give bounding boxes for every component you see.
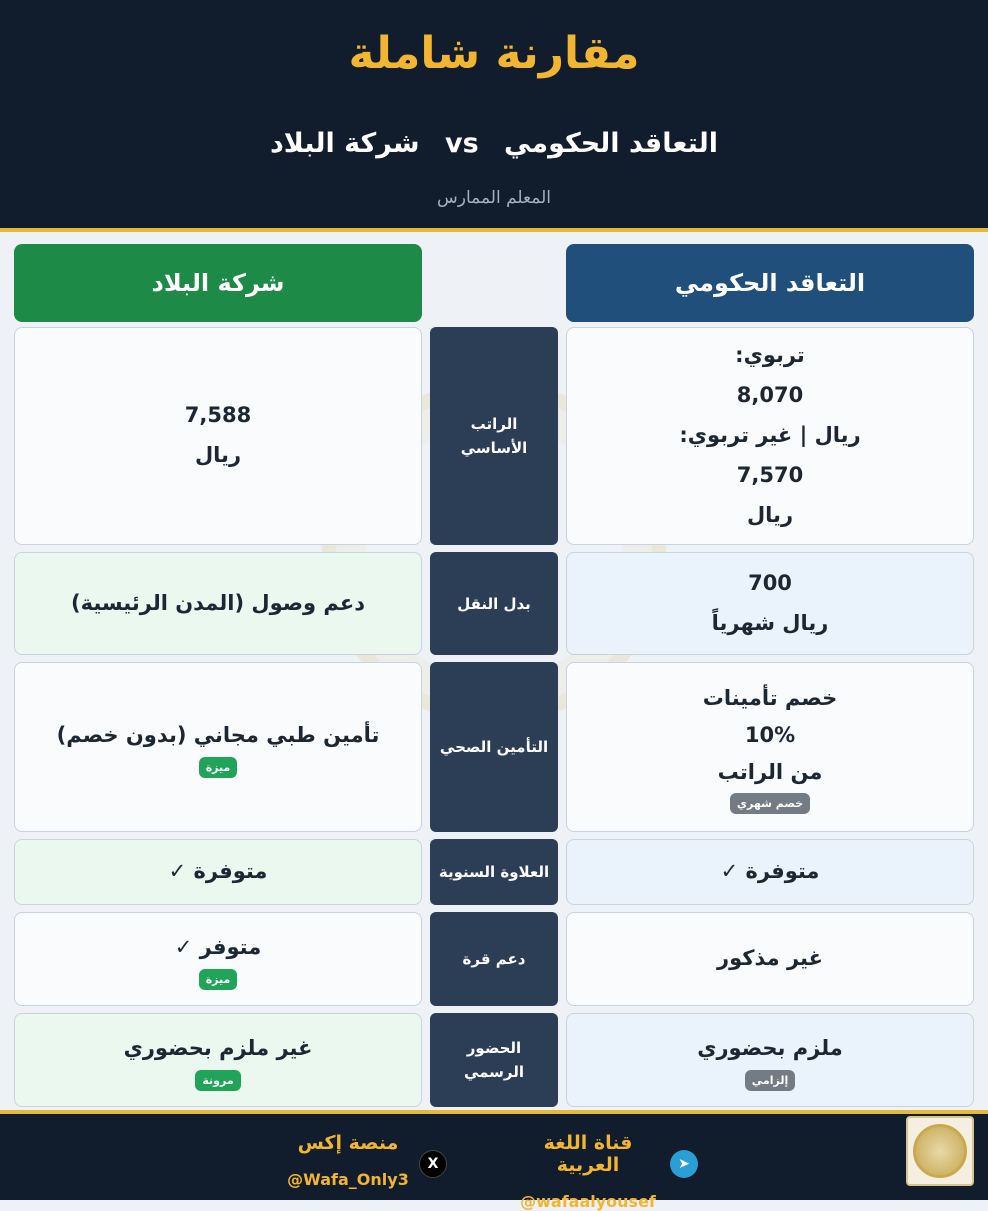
attendance-gov-badge: إلزامي [745,1070,795,1091]
attendance-company-text: غير ملزم بحضوري [123,1035,313,1060]
annual-government-cell [566,839,974,905]
header [0,0,988,232]
qurra-company-cell [14,912,422,1006]
health-gov-badge: خصم شهري [730,793,810,814]
qurra-label: دعم قرة [430,912,558,1006]
health-company-cell [14,662,422,832]
attendance-company-cell [14,1013,422,1107]
salary-gov-line: ريال | غير تربوي: [679,423,861,448]
annual-company-cell [14,839,422,905]
subtitle-vs: vs [444,128,479,159]
salary-gov-line: 7,570 [736,462,804,487]
salary-company-line: 7,588 [184,403,252,428]
footer-x-block[interactable] [286,1132,410,1189]
attendance-government-cell [566,1013,974,1107]
attendance-label: الحضور الرسمي [430,1013,558,1107]
comparison-subtitle [0,128,988,159]
page-title: مقارنة شاملة [348,28,640,79]
footer [0,1110,988,1211]
qurra-government-cell [566,912,974,1006]
logo [906,1116,974,1186]
x-icon[interactable]: X [419,1150,447,1178]
transport-gov-line: ريال شهرياً [711,610,829,635]
transport-company-line: دعم وصول (المدن الرئيسية) [71,590,365,615]
logo-seal-icon [913,1124,967,1178]
health-label: التأمين الصحي [430,662,558,832]
salary-gov-line: تربوي: [735,343,805,368]
qurra-company-text: متوفر ✓ [174,934,262,959]
x-platform-title: منصة إكس [297,1132,399,1154]
health-company-line: تأمين طبي مجاني (بدون خصم) [56,722,380,747]
salary-gov-line: ريال [746,502,794,527]
health-gov-line: من الراتب [717,759,823,784]
qurra-company-badge: ميزة [199,969,238,990]
footer-telegram-block[interactable] [516,1132,660,1211]
transport-label: بدل النقل [430,552,558,655]
annual-label: العلاوة السنوية [430,839,558,905]
category-subtitle: المعلم الممارس [437,188,551,208]
telegram-handle[interactable]: @wafaalyousef [520,1192,656,1211]
salary-gov-line: 8,070 [736,383,804,408]
annual-gov-text: متوفرة ✓ [720,859,820,884]
annual-company-text: متوفرة ✓ [168,859,268,884]
transport-government-cell [566,552,974,655]
health-gov-line: خصم تأمينات [702,686,838,711]
subtitle-company: شركة البلاد [269,128,420,159]
health-gov-line: 10% [744,723,796,748]
subtitle-government: التعاقد الحكومي [504,128,719,159]
transport-gov-line: 700 [748,570,792,595]
transport-company-cell [14,552,422,655]
column-header-company: شركة البلاد [14,244,422,322]
salary-government-cell [566,327,974,545]
attendance-company-badge: مرونة [195,1070,240,1091]
salary-company-cell [14,327,422,545]
health-government-cell [566,662,974,832]
x-handle[interactable]: @Wafa_Only3 [287,1170,409,1189]
telegram-icon[interactable]: ➤ [670,1150,698,1178]
column-header-government: التعاقد الحكومي [566,244,974,322]
qurra-gov-text: غير مذكور [717,946,823,971]
salary-company-line: ريال [194,443,242,467]
telegram-channel-title: قناة اللغة العربية [543,1132,633,1176]
salary-label: الراتب الأساسي [430,327,558,545]
attendance-gov-text: ملزم بحضوري [697,1035,843,1060]
health-company-badge: ميزة [199,757,238,778]
